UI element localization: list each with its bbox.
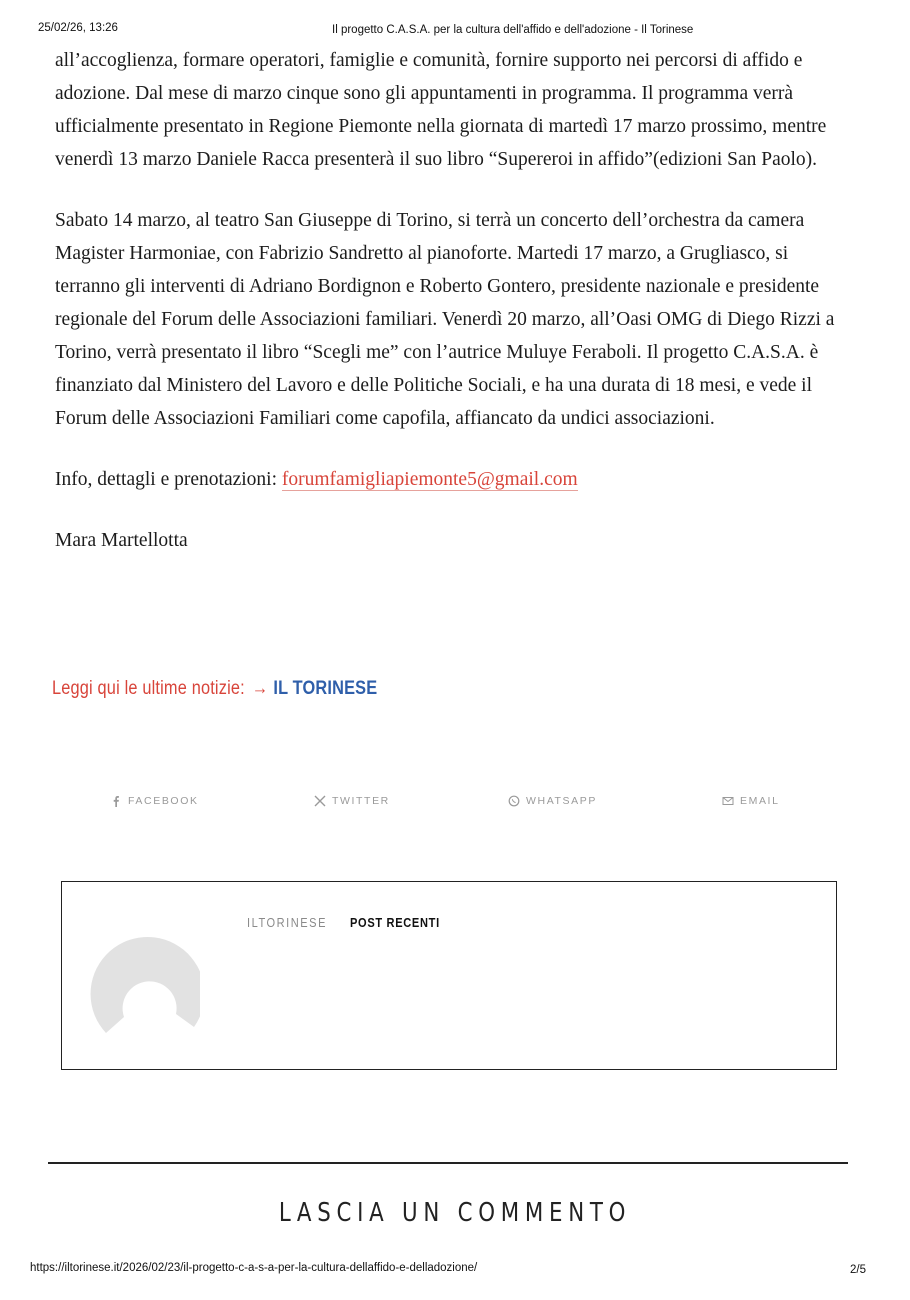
article-paragraph: Sabato 14 marzo, al teatro San Giuseppe di Torino, si terrà un concerto dell’orchestra da camera Magister Harmoniae, con Fabrizio Sandretto al pianoforte. Martedi 17 marzo, a Grugliasco, si terranno gli interventi di Adriano Bordignon e Roberto Gontero, presidente nazionale e presidente regionale del Forum delle Associazioni familiari. Venerdì 20 marzo, all’Oasi OMG di Diego Rizzi a Torino, verrà presentato il libro “Scegli me” con l’autrice Muluye Feraboli. Il progetto C.A.S.A. è finanziato dal Ministero del Lavoro e delle Politiche Sociali, e ha una durata di 18 mesi, e vede il Forum delle Associazioni Familiari come capofila, affiancato da undici associazioni.: [55, 210, 835, 429]
author-box: [61, 881, 837, 1070]
print-header: [38, 22, 872, 40]
contact-email-link[interactable]: forumfamigliapiemonte5@gmail.com: [281, 469, 578, 490]
arrow-right-icon: →: [251, 678, 269, 699]
section-divider: [48, 1162, 848, 1164]
envelope-icon: [722, 795, 734, 807]
info-line: [55, 463, 845, 496]
share-whatsapp-button[interactable]: [508, 795, 597, 807]
comments-heading: LASCIA UN COMMENTO: [278, 1198, 632, 1228]
print-date: 25/02/26, 13:26: [38, 22, 118, 34]
article-author: Mara Martellotta: [55, 530, 188, 551]
print-url: https://iltorinese.it/2026/02/23/il-progetto-c-a-s-a-per-la-cultura-dellaffido-e-delladozione/: [30, 1262, 478, 1274]
article-body: [55, 44, 845, 585]
share-twitter-button[interactable]: [314, 795, 390, 807]
print-footer: [30, 1262, 866, 1274]
info-label: Info, dettagli e prenotazioni:: [55, 469, 278, 490]
latest-news-lead: Leggi qui le ultime notizie:: [52, 678, 245, 699]
share-facebook-button[interactable]: [110, 795, 199, 807]
x-twitter-icon: [314, 795, 326, 807]
share-whatsapp-label: WHATSAPP: [526, 795, 597, 807]
whatsapp-icon: [508, 795, 520, 807]
share-facebook-label: FACEBOOK: [128, 795, 199, 807]
avatar: [84, 932, 200, 1034]
facebook-icon: [110, 795, 122, 807]
latest-news-link[interactable]: [52, 678, 377, 700]
share-email-button[interactable]: [722, 795, 780, 807]
article-paragraph: all’accoglienza, formare operatori, famiglie e comunità, fornire supporto nei percorsi di affido e adozione. Dal mese di marzo cinque sono gli appuntamenti in programma. Il programma verrà ufficialmente presentato in Regione Piemonte nella giornata di martedì 17 marzo prossimo, mentre venerdì 13 marzo Daniele Racca presenterà il suo libro “Supereroi in affido”(edizioni San Paolo).: [55, 50, 827, 170]
share-twitter-label: TWITTER: [332, 795, 390, 807]
share-email-label: EMAIL: [740, 795, 780, 807]
tab-recent-posts[interactable]: POST RECENTI: [350, 915, 440, 930]
share-bar: [0, 795, 910, 815]
tab-author-name[interactable]: ILTORINESE: [247, 915, 327, 930]
print-page-title: Il progetto C.A.S.A. per la cultura dell'affido e dell'adozione - Il Torinese: [332, 24, 694, 36]
latest-news-target[interactable]: IL TORINESE: [273, 678, 378, 699]
print-page-number: 2/5: [850, 1264, 866, 1276]
